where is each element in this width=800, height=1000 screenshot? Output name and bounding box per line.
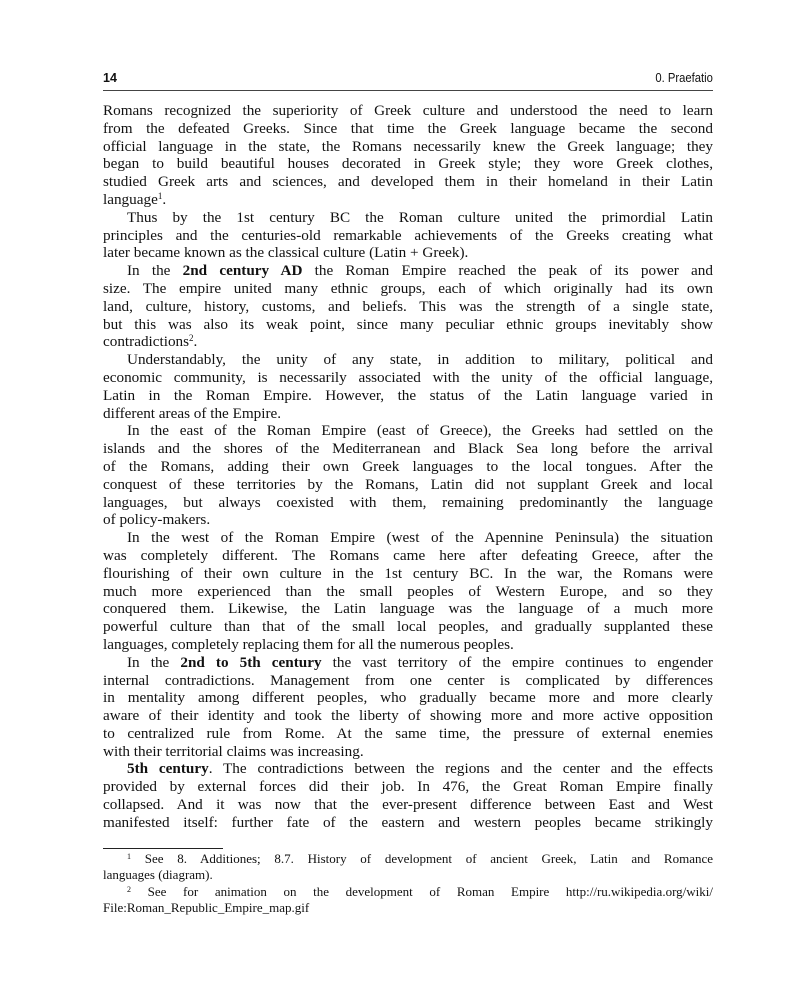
footnote-separator xyxy=(103,848,223,849)
footnote-ref: 2 xyxy=(127,884,131,894)
text-span: Romans recognized the superiority of Greek culture and understood the need to learn xyxy=(103,102,713,119)
text-line xyxy=(103,280,713,298)
text-span: of policy-makers. xyxy=(103,511,211,529)
page-number: 14 xyxy=(103,71,117,85)
text-line xyxy=(103,387,713,405)
text-span: land, culture, history, customs, and beliefs. This was the strength of a single state, xyxy=(103,297,713,315)
text-line xyxy=(103,814,713,832)
text-span: in mentality among different peoples, who gradually became more and more clearly xyxy=(103,689,713,707)
text-line xyxy=(103,333,713,351)
text-span: contradictions xyxy=(103,333,190,351)
text-span: of the Romans, adding their own Greek languages to the local tongues. After the xyxy=(103,457,713,475)
text-line xyxy=(103,405,713,423)
text-line xyxy=(103,583,713,601)
paragraph xyxy=(103,209,713,262)
text-line xyxy=(103,369,713,387)
text-span: but this was also its weak point, since many peculiar ethnic groups inevitably show xyxy=(103,315,713,333)
text-line xyxy=(103,476,713,494)
text-span: was completely different. The Romans came here after defeating Greece, after the xyxy=(103,546,713,564)
text-span: manifested itself: further fate of the eastern and western peoples became strikingly xyxy=(103,813,713,831)
text-span: Thus by the 1st century BC the Roman culture united the primordial Latin xyxy=(127,208,713,226)
text-line xyxy=(103,689,713,707)
text-span: . xyxy=(162,190,167,208)
paragraph xyxy=(103,351,713,422)
text-line xyxy=(103,173,713,191)
text-line xyxy=(103,155,713,173)
footnote xyxy=(103,884,713,917)
body-text xyxy=(103,102,713,832)
text-span: languages, but always coexisted with them, remaining predominantly the language xyxy=(103,493,713,511)
text-line xyxy=(103,725,713,743)
text-line xyxy=(103,618,713,636)
bold-text: 5th century xyxy=(127,760,209,778)
text-span: languages, completely replacing them for all the numerous peoples. xyxy=(103,635,514,653)
header-rule xyxy=(103,90,713,91)
text-span: See 8. Additiones; 8.7. History of development of ancient Greek, Latin and Romance xyxy=(131,851,713,866)
text-line xyxy=(103,316,713,334)
text-span: much more experienced than the small peoples of Western Europe, and so they xyxy=(103,582,713,600)
text-span: provided by external forces did their job. In 476, the Great Roman Empire finally xyxy=(103,778,713,796)
text-span: File:Roman_Republic_Empire_map.gif xyxy=(103,899,310,915)
text-span: In the west of the Roman Empire (west of the Apennine Peninsula) the situation xyxy=(127,529,713,547)
text-line xyxy=(103,102,713,120)
text-line xyxy=(103,760,713,778)
text-span: principles and the centuries-old remarkable achievements of the Greeks creating what xyxy=(103,226,713,244)
text-line xyxy=(103,191,713,209)
text-span: In the east of the Roman Empire (east of Greece), the Greeks had settled on the xyxy=(127,422,713,440)
text-line xyxy=(103,494,713,512)
footnote xyxy=(103,851,713,884)
text-span: languages (diagram). xyxy=(103,867,213,883)
text-span: with their territorial claims was increasing. xyxy=(103,742,364,760)
bold-text: 2nd to 5th century xyxy=(180,653,322,671)
text-line xyxy=(103,422,713,440)
text-span: Latin in the Roman Empire. However, the status of the Latin language varied in xyxy=(103,386,713,404)
text-line xyxy=(103,138,713,156)
text-span: collapsed. And it was now that the ever-present difference between East and West xyxy=(103,796,713,814)
text-span: later became known as the classical culture (Latin + Greek). xyxy=(103,244,469,262)
text-span: began to build beautiful houses decorated in Greek style; they wore Greek clothes, xyxy=(103,155,713,173)
footnote-ref: 2 xyxy=(189,333,194,344)
footnote-ref: 1 xyxy=(157,190,163,201)
text-span: conquest of these territories by the Romans, Latin did not supplant Greek and local xyxy=(103,475,713,493)
text-line xyxy=(103,884,713,900)
text-line xyxy=(103,511,713,529)
text-span: different areas of the Empire. xyxy=(103,404,282,422)
text-span: studied Greek arts and sciences, and developed them in their homeland in their Latin xyxy=(103,173,713,191)
text-line xyxy=(103,743,713,761)
text-line xyxy=(103,600,713,618)
text-line xyxy=(103,529,713,547)
paragraph xyxy=(103,760,713,831)
text-span: to centralized rule from Rome. At the same time, the pressure of external enemies xyxy=(103,724,713,742)
text-span: language xyxy=(103,190,158,208)
page-header xyxy=(103,70,713,90)
text-span: See for animation on the development of Roman Empire http://ru.wikipedia.org/wiki/ xyxy=(131,883,713,899)
text-span: official language in the state, the Romans necessarily knew the Greek language; they xyxy=(103,137,713,155)
paragraph xyxy=(103,529,713,654)
text-line xyxy=(103,244,713,262)
text-line xyxy=(103,227,713,245)
footnote-ref: 1 xyxy=(127,852,131,861)
text-line xyxy=(103,209,713,227)
text-line xyxy=(103,654,713,672)
text-line xyxy=(103,440,713,458)
text-span: conquered them. Likewise, the Latin language was the language of a much more xyxy=(103,600,713,618)
text-span: In the xyxy=(127,262,183,280)
text-span: In the xyxy=(127,653,181,671)
paragraph xyxy=(103,422,713,529)
text-span: from the defeated Greeks. Since that time the Greek language became the second xyxy=(103,119,713,137)
paragraph xyxy=(103,262,713,351)
paragraph xyxy=(103,654,713,761)
footnotes xyxy=(103,851,713,916)
text-span: . The contradictions between the regions and the center and the effects xyxy=(208,760,713,778)
text-line xyxy=(103,636,713,654)
text-span: Understandably, the unity of any state, in addition to military, political and xyxy=(127,351,713,369)
text-span: aware of their identity and took the liberty of showing more and more active opposition xyxy=(103,707,713,725)
text-span: islands and the shores of the Mediterranean and Black Sea long before the arrival xyxy=(103,440,713,458)
text-line xyxy=(103,547,713,565)
text-line xyxy=(103,262,713,280)
text-line xyxy=(103,298,713,316)
bold-text: 2nd century AD xyxy=(182,262,303,280)
text-span: the vast territory of the empire continues to engender xyxy=(321,653,713,671)
text-span: internal contradictions. Management from one center is complicated by differences xyxy=(103,671,713,689)
text-span: economic community, is necessarily associated with the unity of the official language, xyxy=(103,368,713,386)
running-title: 0. Praefatio xyxy=(655,71,713,85)
text-line xyxy=(103,851,713,867)
paragraph xyxy=(103,102,713,209)
text-span: . xyxy=(193,333,198,351)
text-line xyxy=(103,120,713,138)
text-span: the Roman Empire reached the peak of its power and xyxy=(302,262,713,280)
text-line xyxy=(103,707,713,725)
text-line xyxy=(103,458,713,476)
text-line xyxy=(103,867,713,883)
text-span: size. The empire united many ethnic groups, each of which originally had its own xyxy=(103,279,713,297)
text-span: flourishing of their own culture in the 1st century BC. In the war, the Romans were xyxy=(103,564,713,582)
text-span: powerful culture than that of the small local peoples, and gradually supplanted these xyxy=(103,618,713,636)
text-line xyxy=(103,900,713,916)
text-line xyxy=(103,351,713,369)
text-line xyxy=(103,778,713,796)
text-line xyxy=(103,565,713,583)
text-line xyxy=(103,796,713,814)
text-line xyxy=(103,672,713,690)
